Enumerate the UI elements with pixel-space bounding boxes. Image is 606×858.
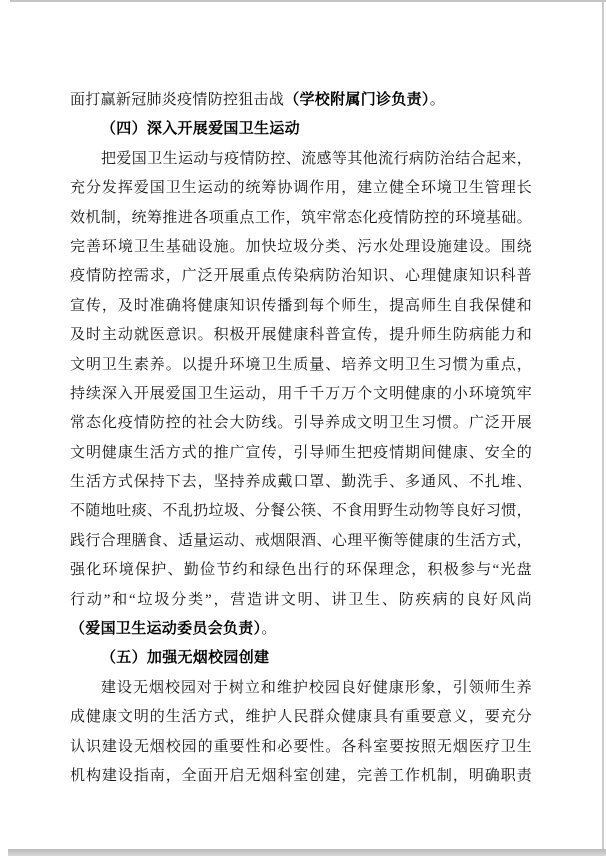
text-segment: 践行合理膳食、适量运动、戒烟限酒、心理平衡等健康的生活方式， <box>70 532 532 549</box>
body-line <box>70 174 532 203</box>
page-right-edge <box>602 1 604 849</box>
section-heading-4 <box>70 115 532 144</box>
text-segment: 文明健康生活方式的推广宣传，引导师生把疫情期间健康、安全的 <box>70 444 532 461</box>
body-line <box>70 351 532 380</box>
bold-text-segment: （五）加强无烟校园创建 <box>101 650 270 667</box>
text-segment: 充分发挥爱国卫生运动的统筹协调作用，建立健全环境卫生管理长 <box>70 180 532 197</box>
document-text-area <box>70 86 532 791</box>
body-line <box>70 262 532 291</box>
section-heading-5 <box>70 644 532 673</box>
body-line <box>70 233 532 262</box>
text-segment: 持续深入开展爱国卫生运动，用千千万万个文明健康的小环境筑牢 <box>70 385 532 402</box>
text-segment: 面打赢新冠肺炎疫情防控狙击战 <box>70 92 285 108</box>
body-line <box>70 762 532 791</box>
page-bottom-shadow <box>8 849 606 856</box>
text-segment: 机构建设指南，全面开启无烟科室创建，完善工作机制，明确职责 <box>70 767 532 784</box>
text-segment: 。 <box>261 621 277 638</box>
text-segment: 效机制，统筹推进各项重点工作，筑牢常态化疫情防控的环境基础。 <box>70 209 532 226</box>
body-line <box>70 321 532 350</box>
text-segment: 不随地吐痰、不乱扔垃圾、分餐公筷、不食用野生动物等良好习惯， <box>70 503 532 520</box>
text-segment: 完善环境卫生基础设施。加快垃圾分类、污水处理设施建设。围绕 <box>70 238 532 255</box>
text-segment: 文明卫生素养。以提升环境卫生质量、培养文明卫生习惯为重点， <box>70 356 532 373</box>
text-segment: 认识建设无烟校园的重要性和必要性。各科室要按照无烟医疗卫生 <box>70 738 532 755</box>
body-line <box>70 204 532 233</box>
body-line <box>70 292 532 321</box>
body-line <box>70 497 532 526</box>
text-segment: 宣传，及时准确将健康知识传播到每个师生，提高师生自我保健和 <box>70 297 532 314</box>
body-line <box>70 733 532 762</box>
text-segment: 及时主动就医意识。积极开展健康科普宣传，提升师生防病能力和 <box>70 327 532 344</box>
body-line <box>70 556 532 585</box>
body-line <box>70 380 532 409</box>
text-segment: 。 <box>429 92 446 108</box>
body-line <box>70 409 532 438</box>
text-segment: 行动”和“垃圾分类”，营造讲文明、讲卫生、防疾病的良好风尚 <box>70 591 532 608</box>
text-segment: 建设无烟校园对于树立和维护校园良好健康形象，引领师生养 <box>101 679 532 696</box>
text-segment: 成健康文明的生活方式，维护人民群众健康具有重要意义，要充分 <box>70 709 532 726</box>
text-segment: 生活方式保持下去，坚持养成戴口罩、勤洗手、多通风、不扎堆、 <box>70 474 532 491</box>
body-line <box>70 586 532 615</box>
text-segment: 把爱国卫生运动与疫情防控、流感等其他流行病防治结合起来， <box>101 150 532 167</box>
text-segment: 疫情防控需求，广泛开展重点传染病防治知识、心理健康知识科普 <box>70 268 532 285</box>
bold-text-segment: （爱国卫生运动委员会负责） <box>70 621 262 638</box>
body-line <box>70 615 532 644</box>
text-segment: 强化环境保护、勤俭节约和绿色出行的环保理念，积极参与“光盘 <box>70 562 532 579</box>
body-line <box>70 86 532 115</box>
text-segment: 常态化疫情防控的社会大防线。引导养成文明卫生习惯。广泛开展 <box>70 415 532 432</box>
body-line <box>70 468 532 497</box>
body-line <box>70 674 532 703</box>
page-top-edge <box>10 0 606 2</box>
body-line <box>70 703 532 732</box>
body-line <box>70 145 532 174</box>
bold-text-segment: （学校附属门诊负责） <box>284 92 430 108</box>
body-line <box>70 439 532 468</box>
bold-text-segment: （四）深入开展爱国卫生运动 <box>101 121 300 138</box>
body-line <box>70 527 532 556</box>
